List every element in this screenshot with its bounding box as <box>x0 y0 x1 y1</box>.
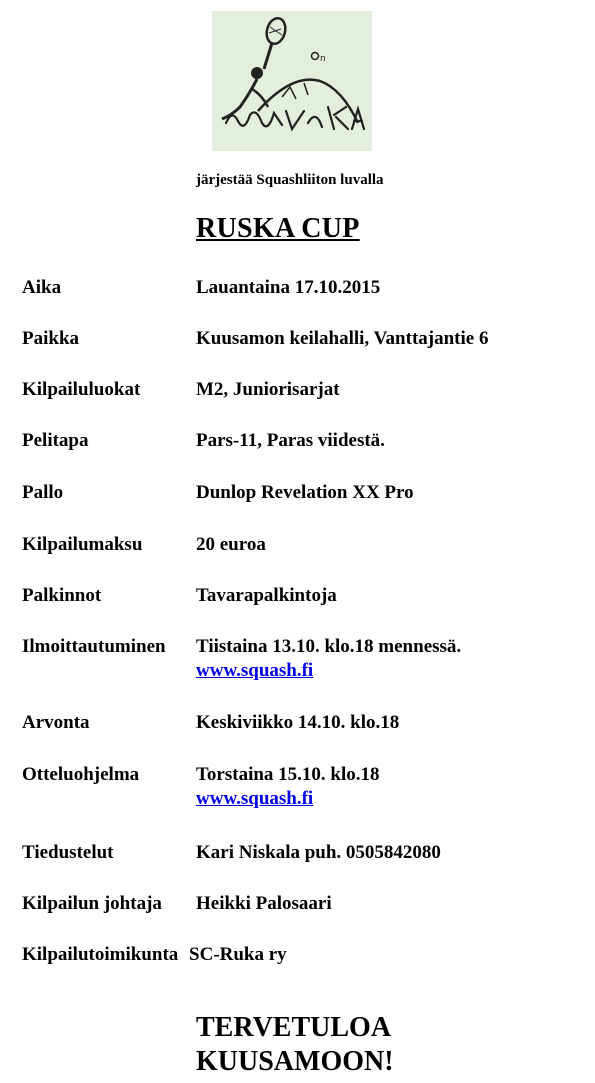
welcome-line-1: TERVETULOA <box>196 1012 392 1043</box>
page-title: RUSKA CUP <box>196 213 360 244</box>
detail-label: Kilpailutoimikunta <box>22 944 179 965</box>
detail-label: Pelitapa <box>22 430 89 451</box>
detail-value: Lauantaina 17.10.2015 <box>196 277 381 298</box>
detail-label: Tiedustelut <box>22 842 114 863</box>
subtitle: järjestää Squashliiton luvalla <box>196 172 384 188</box>
detail-value: Pars-11, Paras viidestä. <box>196 430 385 451</box>
detail-label: Otteluohjelma <box>22 764 140 785</box>
detail-label: Kilpailun johtaja <box>22 893 162 914</box>
detail-value: Heikki Palosaari <box>196 893 332 914</box>
welcome-line-2: KUUSAMOON! <box>196 1046 394 1077</box>
squash-link[interactable]: www.squash.fi <box>196 788 314 809</box>
welcome-message <box>196 1011 394 1079</box>
detail-label: Kilpailuluokat <box>22 379 141 400</box>
detail-value: SC-Ruka ry <box>189 944 287 965</box>
sc-ruka-logo <box>212 11 372 151</box>
detail-value: Dunlop Revelation XX Pro <box>196 482 414 503</box>
squash-link[interactable]: www.squash.fi <box>196 660 314 681</box>
detail-value: M2, Juniorisarjat <box>196 379 340 400</box>
detail-value: 20 euroa <box>196 534 266 555</box>
detail-label: Arvonta <box>22 712 90 733</box>
detail-value-text: Torstaina 15.10. klo.18 <box>196 764 380 785</box>
svg-text:n: n <box>320 54 326 64</box>
detail-label: Ilmoittautuminen <box>22 636 166 657</box>
squash-player-icon <box>212 11 372 151</box>
detail-value: Kuusamon keilahalli, Vanttajantie 6 <box>196 328 489 349</box>
detail-value: Keskiviikko 14.10. klo.18 <box>196 712 400 733</box>
detail-value-text: Tiistaina 13.10. klo.18 mennessä. <box>196 636 462 657</box>
detail-label: Aika <box>22 277 62 298</box>
detail-label: Paikka <box>22 328 80 349</box>
detail-label: Kilpailumaksu <box>22 534 143 555</box>
detail-value: Tavarapalkintoja <box>196 585 337 606</box>
detail-value: Kari Niskala puh. 0505842080 <box>196 842 441 863</box>
detail-label: Palkinnot <box>22 585 102 606</box>
detail-value <box>196 635 461 683</box>
detail-value <box>196 763 380 811</box>
detail-label: Pallo <box>22 482 64 503</box>
detail-row-kilpailutoimikunta <box>22 943 287 967</box>
